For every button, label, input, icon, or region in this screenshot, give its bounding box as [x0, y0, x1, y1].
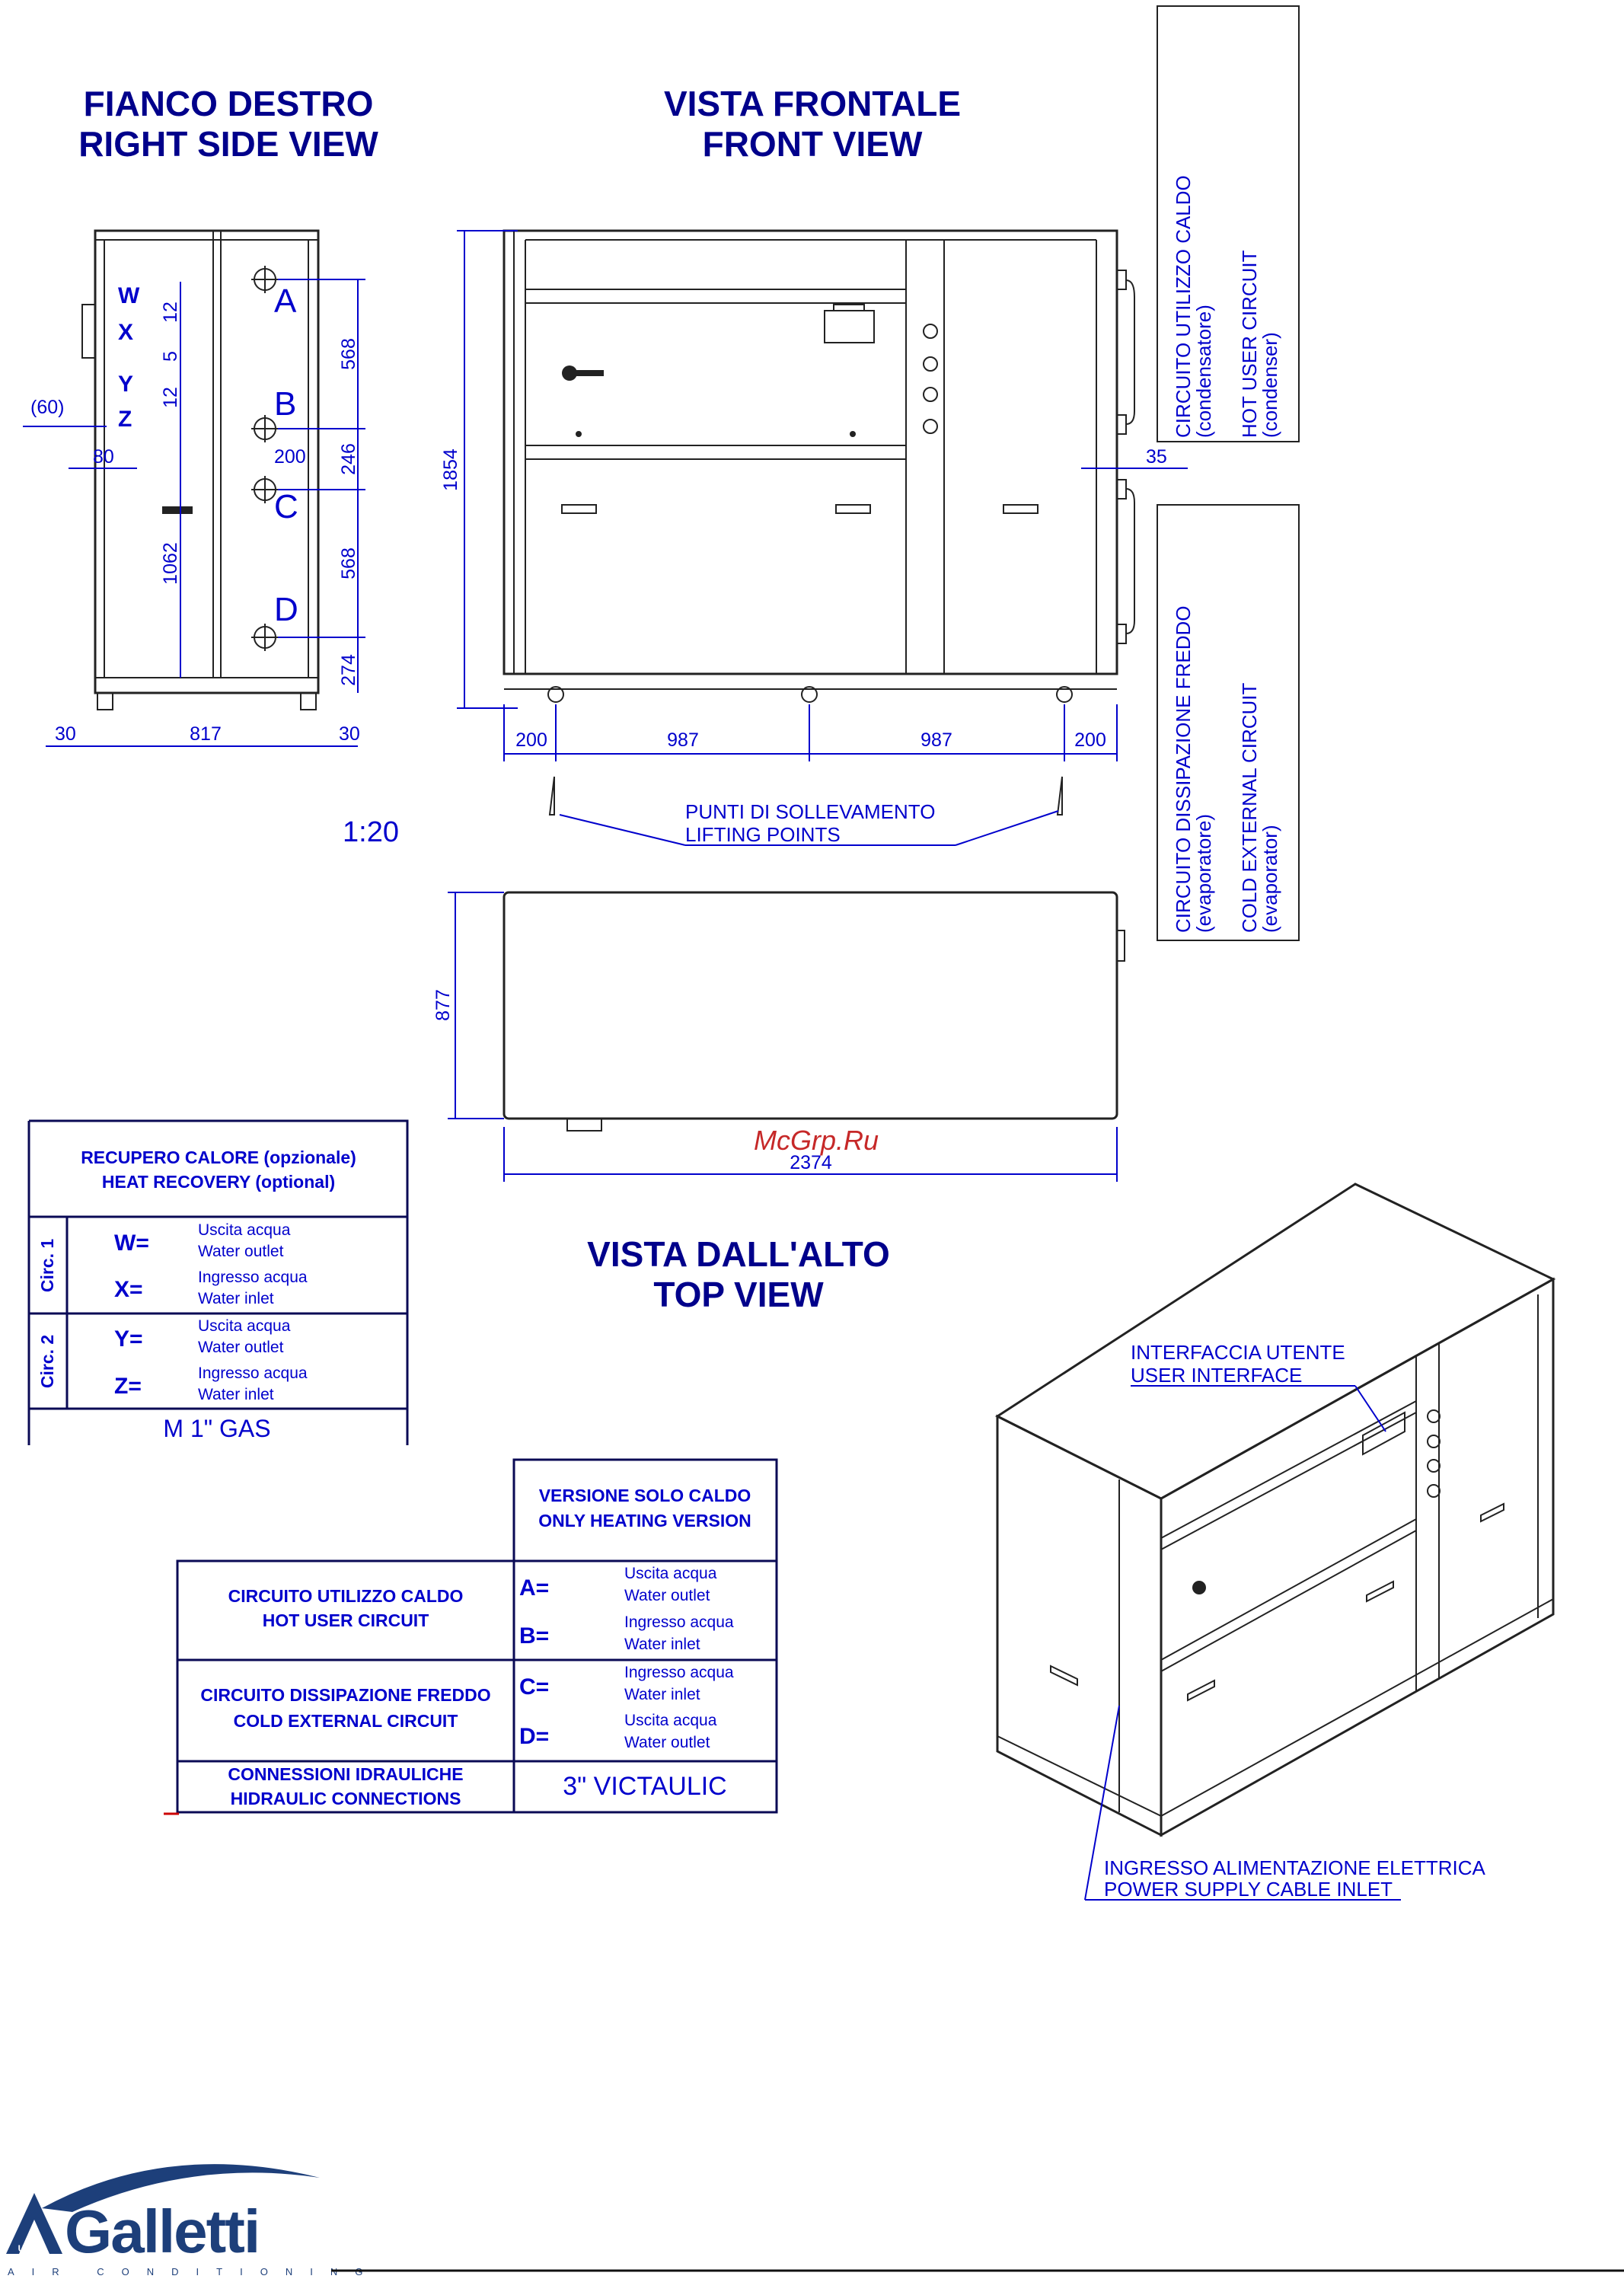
side-conn-d: D: [274, 591, 298, 628]
heating-cold-en: COLD EXTERNAL CIRCUIT: [233, 1711, 458, 1731]
heating-conn-en: HIDRAULIC CONNECTIONS: [230, 1789, 461, 1808]
side-offset-200: 200: [274, 446, 306, 468]
cold-circuit-en: COLD EXTERNAL CIRCUIT: [1238, 682, 1261, 933]
heating-c-it: Ingresso acqua: [624, 1664, 734, 1681]
top-dim-877: 877: [432, 989, 454, 1021]
recovery-key-x: X=: [114, 1277, 143, 1302]
heating-header-it: VERSIONE SOLO CALDO: [538, 1486, 751, 1505]
heating-a-en: Water outlet: [624, 1587, 710, 1604]
iso-power-en: POWER SUPPLY CABLE INLET: [1104, 1878, 1393, 1901]
side-dim-12b: 12: [160, 387, 181, 408]
lifting-points-en: LIFTING POINTS: [685, 823, 841, 846]
side-dim-12a: 12: [160, 302, 181, 323]
heating-cold-it: CIRCUITO DISSIPAZIONE FREDDO: [200, 1685, 491, 1705]
front-bottom-200a: 200: [515, 729, 547, 751]
recovery-title-en: HEAT RECOVERY (optional): [101, 1172, 336, 1192]
hot-circuit-en-sub: (condenser): [1259, 332, 1281, 438]
logo-name: Galletti: [65, 2198, 260, 2265]
heating-conn-it: CONNESSIONI IDRAULICHE: [228, 1764, 464, 1784]
recovery-w-en: Water outlet: [198, 1243, 284, 1260]
recovery-title-it: RECUPERO CALORE (opzionale): [81, 1147, 356, 1167]
recovery-z-it: Ingresso acqua: [198, 1365, 308, 1382]
side-dim-568a: 568: [338, 338, 359, 370]
heating-b-it: Ingresso acqua: [624, 1613, 734, 1631]
cold-circuit-it-sub: (evaporatore): [1192, 813, 1215, 933]
side-view-title-en: RIGHT SIDE VIEW: [78, 124, 378, 164]
logo-tagline: AIR CONDITIONING: [8, 2266, 381, 2277]
cold-circuit-it: CIRCUITO DISSIPAZIONE FREDDO: [1172, 605, 1195, 933]
heating-d-en: Water outlet: [624, 1734, 710, 1751]
side-dim-5: 5: [160, 351, 181, 362]
side-conn-c: C: [274, 488, 298, 525]
isometric-view: [997, 1184, 1553, 1901]
side-recovery-w: W: [118, 283, 140, 308]
front-bottom-987b: 987: [920, 729, 952, 751]
top-view-title-it: VISTA DALL'ALTO: [587, 1234, 890, 1274]
side-view: [23, 231, 365, 746]
front-view-title-it: VISTA FRONTALE: [663, 84, 962, 123]
iso-power-it: INGRESSO ALIMENTAZIONE ELETTRICA: [1104, 1856, 1485, 1879]
logo-badge: UFR: [18, 2243, 37, 2254]
recovery-circ2: Circ. 2: [37, 1334, 57, 1389]
recovery-key-w: W=: [114, 1230, 149, 1256]
side-dim-1062: 1062: [160, 542, 181, 585]
scale-label: 1:20: [343, 816, 399, 848]
side-bottom-30b: 30: [339, 723, 360, 745]
front-bottom-987a: 987: [667, 729, 699, 751]
cold-circuit-box: [1157, 505, 1299, 940]
recovery-footer: M 1" GAS: [163, 1415, 271, 1442]
top-dim-2374: 2374: [790, 1152, 832, 1173]
side-bottom-817: 817: [190, 723, 222, 745]
recovery-x-it: Ingresso acqua: [198, 1269, 308, 1286]
front-bottom-200b: 200: [1074, 729, 1106, 751]
recovery-y-en: Water outlet: [198, 1339, 284, 1356]
heating-b-en: Water inlet: [624, 1636, 700, 1653]
heating-c-en: Water inlet: [624, 1686, 700, 1703]
front-side-35: 35: [1146, 446, 1167, 468]
recovery-key-y: Y=: [114, 1326, 143, 1352]
top-view-title-en: TOP VIEW: [653, 1275, 824, 1314]
recovery-y-it: Uscita acqua: [198, 1317, 291, 1335]
side-bottom-30a: 30: [55, 723, 76, 745]
side-recovery-y: Y: [118, 372, 134, 397]
side-recovery-x: X: [118, 320, 134, 345]
side-recovery-z: Z: [118, 407, 132, 432]
watermark: McGrp.Ru: [753, 1125, 879, 1156]
side-offset-60: (60): [30, 397, 65, 418]
hot-circuit-it-sub: (condensatore): [1192, 305, 1215, 438]
side-dim-568b: 568: [338, 547, 359, 579]
recovery-key-z: Z=: [114, 1374, 142, 1399]
heating-hot-it: CIRCUITO UTILIZZO CALDO: [228, 1586, 464, 1606]
heating-table: [177, 1460, 777, 1812]
heating-key-d: D=: [519, 1724, 550, 1749]
side-offset-80: 80: [93, 446, 114, 468]
side-conn-a: A: [274, 282, 297, 320]
front-view-title-en: FRONT VIEW: [702, 124, 923, 164]
cold-circuit-en-sub: (evaporator): [1259, 825, 1281, 933]
side-view-title-it: FIANCO DESTRO: [83, 84, 374, 123]
hot-circuit-box: [1157, 6, 1299, 442]
heating-a-it: Uscita acqua: [624, 1565, 717, 1582]
hot-circuit-en: HOT USER CIRCUIT: [1238, 250, 1261, 438]
heating-hot-en: HOT USER CIRCUIT: [262, 1610, 429, 1630]
hot-circuit-it: CIRCUITO UTILIZZO CALDO: [1172, 175, 1195, 438]
lifting-points-it: PUNTI DI SOLLEVAMENTO: [685, 800, 936, 823]
heating-key-a: A=: [519, 1575, 550, 1601]
recovery-x-en: Water inlet: [198, 1290, 274, 1307]
recovery-circ1: Circ. 1: [37, 1238, 57, 1293]
heat-recovery-table: [29, 1121, 407, 1445]
heating-key-c: C=: [519, 1674, 550, 1700]
iso-ui-en: USER INTERFACE: [1131, 1364, 1303, 1387]
side-conn-b: B: [274, 385, 297, 423]
iso-ui-it: INTERFACCIA UTENTE: [1131, 1341, 1345, 1364]
recovery-z-en: Water inlet: [198, 1386, 274, 1403]
heating-header-en: ONLY HEATING VERSION: [538, 1511, 751, 1531]
recovery-w-it: Uscita acqua: [198, 1221, 291, 1239]
front-view: [440, 231, 1188, 846]
side-dim-246: 246: [338, 443, 359, 475]
heating-conn-value: 3" VICTAULIC: [563, 1772, 727, 1801]
front-dim-1854: 1854: [440, 448, 461, 491]
galletti-logo: [6, 2164, 1624, 2277]
heating-d-it: Uscita acqua: [624, 1712, 717, 1729]
side-dim-274: 274: [338, 654, 359, 686]
heating-key-b: B=: [519, 1623, 550, 1649]
